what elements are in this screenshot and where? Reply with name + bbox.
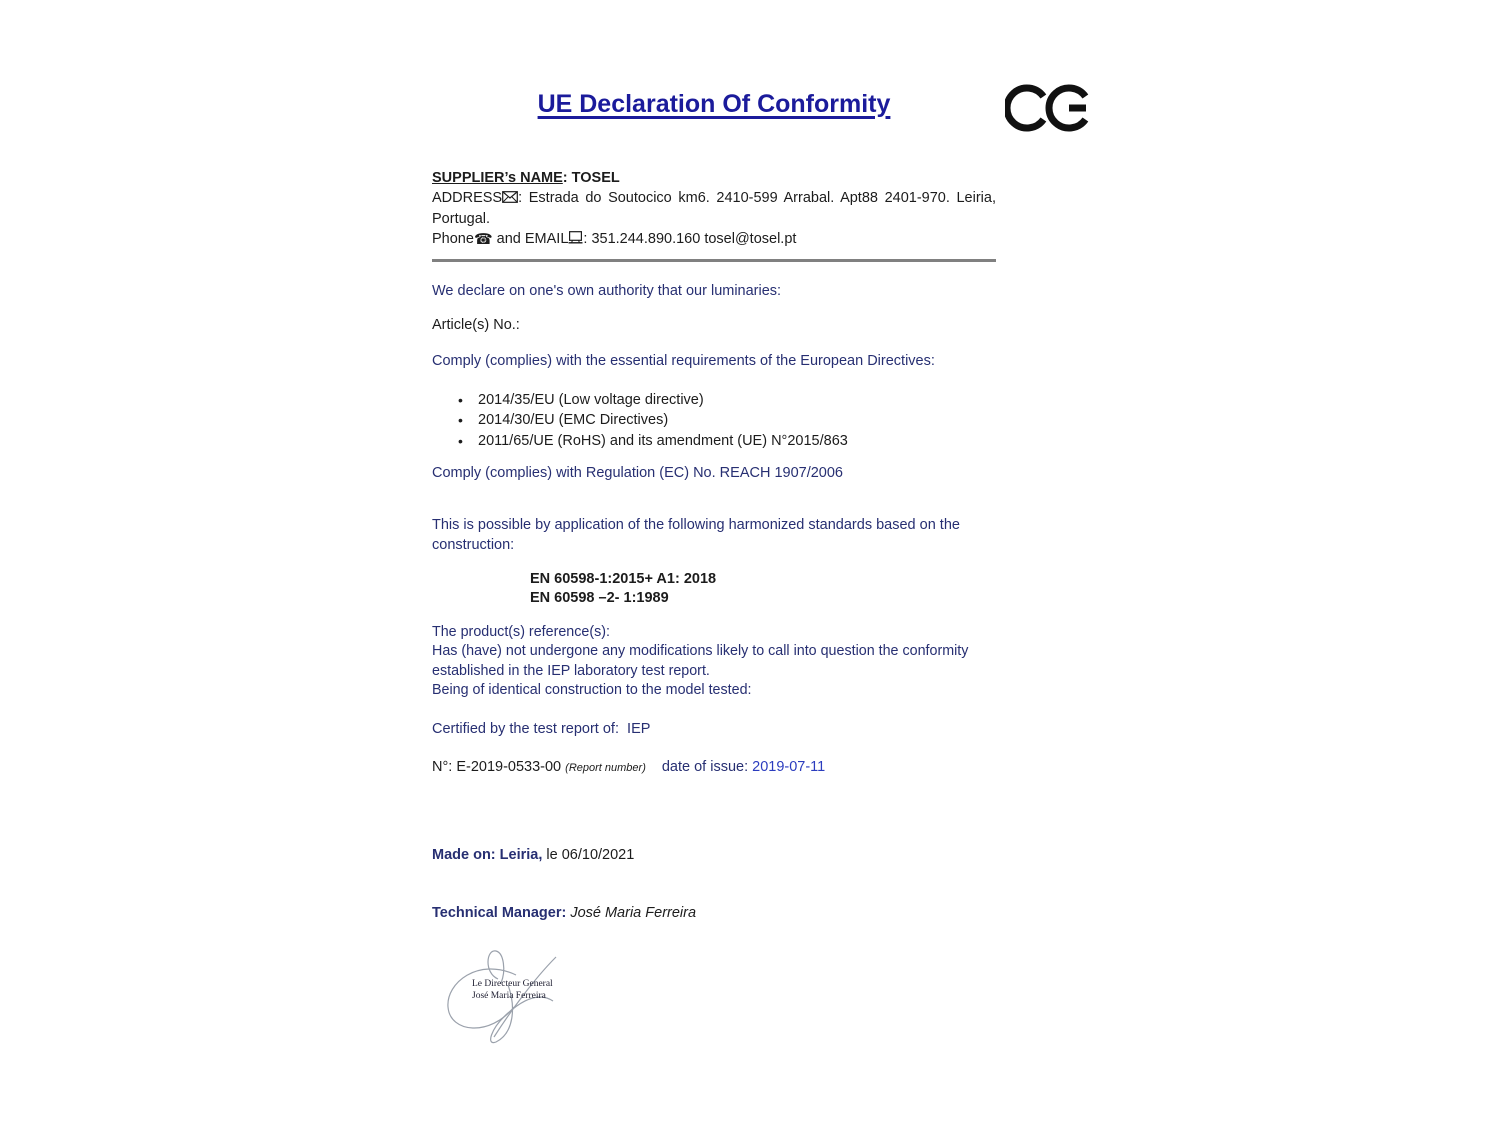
directive-item xyxy=(432,411,996,431)
supplier-contact-line xyxy=(432,229,996,250)
bullet-icon xyxy=(432,432,478,452)
modifications-line: Has (have) not undergone any modifications likely to call into question the conformity established in the IEP laboratory test report. xyxy=(432,643,969,679)
supplier-name-value: : TOSEL xyxy=(562,170,620,186)
reach-line: Comply (complies) with Regulation (EC) No. REACH 1907/2006 xyxy=(432,465,843,481)
phone-label: Phone xyxy=(432,231,474,247)
certified-line: Certified by the test report of: IEP xyxy=(432,721,651,737)
harmonized-intro: This is possible by application of the following harmonized standards based on the construction: xyxy=(432,517,960,553)
standard-item: EN 60598 –2- 1:1989 xyxy=(530,589,669,606)
standard-item: EN 60598-1:2015+ A1: 2018 xyxy=(530,571,717,587)
directive-item xyxy=(432,432,996,452)
page-title: UE Declaration Of Conformity xyxy=(537,90,891,118)
computer-icon xyxy=(568,230,583,250)
ce-mark-icon xyxy=(1005,84,1091,139)
product-block xyxy=(432,623,1010,700)
supplier-name-label: SUPPLIER’s NAME xyxy=(432,170,563,186)
date-of-issue-label: date of issue: xyxy=(661,759,753,775)
date-of-issue-value: 2019-07-11 xyxy=(752,759,826,775)
made-on-label: Made on: Leiria, xyxy=(432,847,543,863)
contact-value: : 351.244.890.160 tosel@tosel.pt xyxy=(583,231,797,247)
product-ref-line: The product(s) reference(s): xyxy=(432,624,610,640)
directives-list xyxy=(432,391,996,452)
technical-manager-value: José Maria Ferreira xyxy=(566,905,697,921)
directives-intro-line: Comply (complies) with the essential requirements of the European Directives: xyxy=(432,353,935,369)
made-on-line xyxy=(432,846,996,866)
section-divider xyxy=(432,259,996,262)
technical-manager-label: Technical Manager: xyxy=(432,905,567,921)
supplier-block xyxy=(432,168,996,250)
directive-text: 2011/65/UE (RoHS) and its amendment (UE) N°2015/863 xyxy=(478,432,848,449)
email-conjunction: and EMAIL xyxy=(492,231,569,247)
standards-list xyxy=(530,570,990,607)
envelope-icon xyxy=(502,189,518,209)
identical-line: Being of identical construction to the model tested: xyxy=(432,681,752,698)
supplier-name-line xyxy=(432,168,996,188)
signature-scribble xyxy=(438,945,568,1060)
report-number: N°: E-2019-0533-00 xyxy=(432,759,566,775)
directive-text: 2014/30/EU (EMC Directives) xyxy=(478,412,669,429)
address-value: : Estrada do Soutocico km6. 2410-599 Arrabal. Apt88 2401-970. Leiria, Portugal. xyxy=(432,190,996,227)
report-line xyxy=(432,758,996,779)
articles-line: Article(s) No.: xyxy=(432,317,520,333)
directive-text: 2014/35/EU (Low voltage directive) xyxy=(478,392,704,408)
directive-item xyxy=(432,391,996,411)
bullet-icon xyxy=(432,391,478,411)
telephone-icon: ☎ xyxy=(473,231,493,248)
signature-title: Le Directeur General xyxy=(472,979,553,989)
address-label: ADDRESS xyxy=(432,190,503,206)
bullet-icon xyxy=(432,411,478,431)
signature-stamp-text xyxy=(472,979,553,1002)
signature-name: José Maria Ferreira xyxy=(472,990,546,1001)
declare-line: We declare on one's own authority that our luminaries: xyxy=(432,283,782,299)
supplier-address-line xyxy=(432,188,996,229)
made-on-value: le 06/10/2021 xyxy=(542,847,635,863)
technical-manager-line xyxy=(432,904,996,924)
report-number-note: (Report number) xyxy=(565,762,646,774)
